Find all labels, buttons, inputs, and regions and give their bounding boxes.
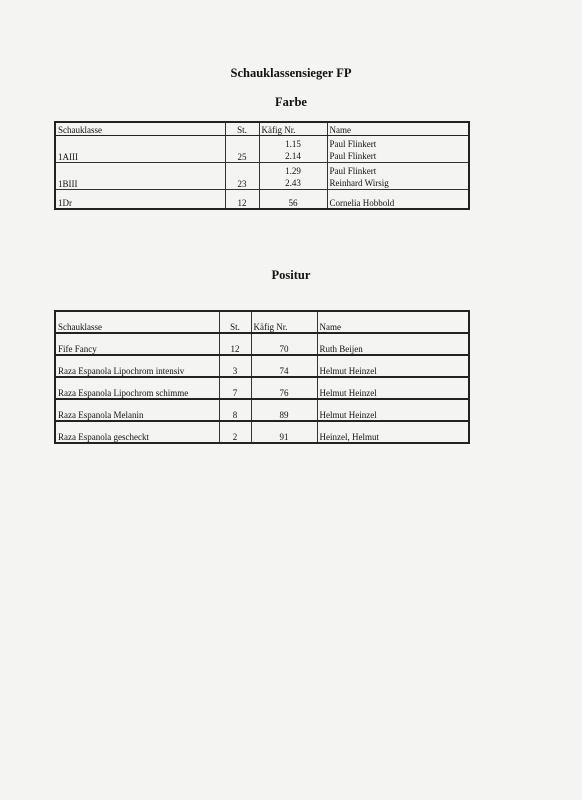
positur-table	[54, 310, 470, 444]
cell-name: Ruth Beijen	[317, 333, 469, 355]
cell-name-line: Reinhard Wirsig	[329, 178, 389, 188]
column-header: Name	[327, 122, 469, 136]
table-row	[55, 163, 469, 190]
cell-name: Heinzel, Helmut	[317, 421, 469, 443]
cell-name: Helmut Heinzel	[317, 377, 469, 399]
cell-stueck: 2	[219, 421, 251, 443]
cell-kaefig: 76	[251, 377, 317, 399]
cell-name: Helmut Heinzel	[317, 355, 469, 377]
cell-name-line: Paul Flinkert	[329, 139, 377, 149]
cell-stueck: 8	[219, 399, 251, 421]
table-header-row	[55, 122, 469, 136]
cell-schauklasse: Raza Espanola Lipochrom intensiv	[55, 355, 219, 377]
cell-kaefig-line: 1.15	[285, 139, 301, 149]
table-row	[55, 190, 469, 210]
table-row	[55, 399, 469, 421]
cell-kaefig-line: 1.29	[285, 166, 301, 176]
cell-kaefig: 74	[251, 355, 317, 377]
cell-schauklasse: Raza Espanola Lipochrom schimme	[55, 377, 219, 399]
column-header: St.	[219, 311, 251, 333]
cell-schauklasse: 1BIII	[55, 163, 225, 190]
column-header: Name	[317, 311, 469, 333]
column-header: Käfig Nr.	[259, 122, 327, 136]
cell-kaefig: 89	[251, 399, 317, 421]
cell-name: Cornelia Hobbold	[327, 190, 469, 210]
cell-stueck: 12	[219, 333, 251, 355]
cell-name	[327, 136, 469, 163]
column-header: Käfig Nr.	[251, 311, 317, 333]
cell-kaefig: 91	[251, 421, 317, 443]
cell-kaefig-line: 2.14	[285, 151, 301, 161]
cell-name-line: Paul Flinkert	[329, 166, 377, 176]
cell-schauklasse: Fife Fancy	[55, 333, 219, 355]
cell-name: Helmut Heinzel	[317, 399, 469, 421]
farbe-table	[54, 121, 470, 210]
cell-name-line: Paul Flinkert	[329, 151, 377, 161]
table-row	[55, 355, 469, 377]
section-heading-positur: Positur	[271, 268, 311, 282]
cell-schauklasse: Raza Espanola gescheckt	[55, 421, 219, 443]
cell-stueck: 7	[219, 377, 251, 399]
cell-schauklasse: 1AIII	[55, 136, 225, 163]
column-header: St.	[225, 122, 259, 136]
column-header: Schauklasse	[55, 122, 225, 136]
cell-stueck: 3	[219, 355, 251, 377]
cell-schauklasse: 1Dr	[55, 190, 225, 210]
table-row	[55, 421, 469, 443]
cell-stueck: 23	[225, 163, 259, 190]
cell-kaefig	[259, 163, 327, 190]
cell-kaefig	[259, 136, 327, 163]
document-title: Schauklassensieger FP	[230, 66, 352, 80]
cell-kaefig: 56	[259, 190, 327, 210]
table-row	[55, 377, 469, 399]
cell-stueck: 25	[225, 136, 259, 163]
table-row	[55, 333, 469, 355]
table-header-row	[55, 311, 469, 333]
cell-kaefig: 70	[251, 333, 317, 355]
cell-name	[327, 163, 469, 190]
cell-schauklasse: Raza Espanola Melanin	[55, 399, 219, 421]
section-heading-farbe: Farbe	[275, 95, 307, 109]
cell-kaefig-line: 2.43	[285, 178, 301, 188]
cell-stueck: 12	[225, 190, 259, 210]
column-header: Schauklasse	[55, 311, 219, 333]
table-row	[55, 136, 469, 163]
